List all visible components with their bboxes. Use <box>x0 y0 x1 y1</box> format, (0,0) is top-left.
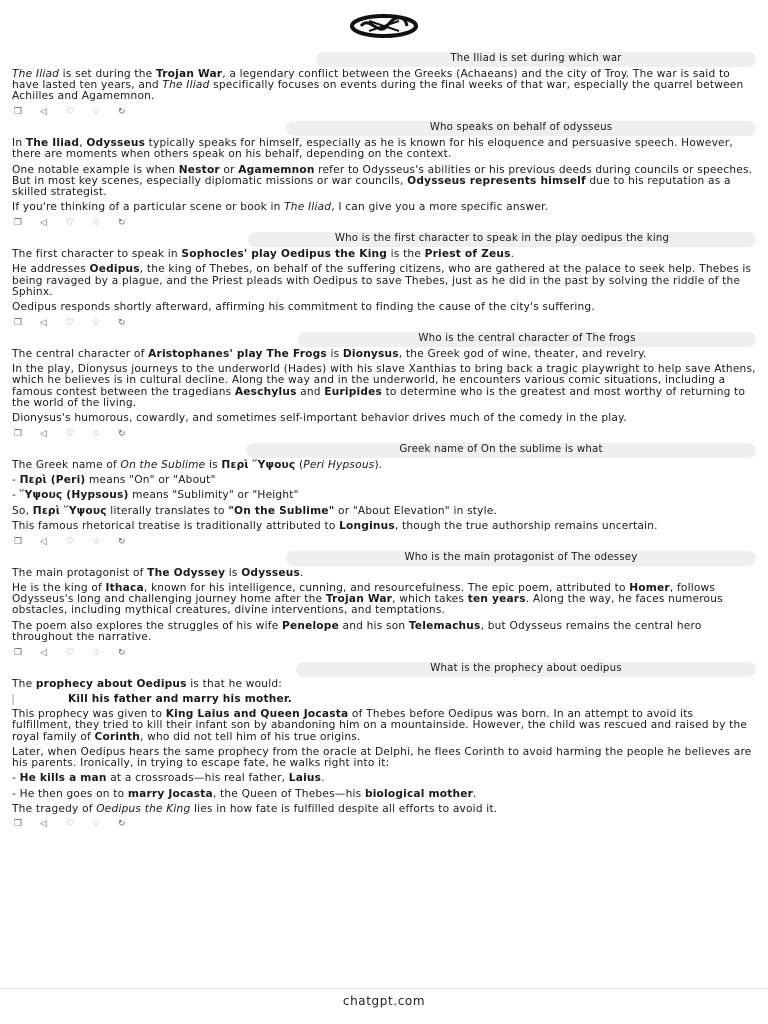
text-run: ). <box>374 459 383 472</box>
speaker-icon[interactable]: ◁ <box>40 428 48 439</box>
user-message <box>12 121 756 136</box>
text-run: The main protagonist of <box>12 566 148 579</box>
text-run: So, <box>12 504 33 517</box>
text-run: is <box>205 459 222 472</box>
text-run: prophecy about Oedipus <box>35 677 187 690</box>
assistant-message <box>12 460 756 532</box>
text-run: He kills a man <box>19 772 107 785</box>
regenerate-icon[interactable]: ↻ <box>118 819 126 830</box>
text-run: Odysseus <box>86 137 146 150</box>
text-run: Περὶ (Peri) <box>19 474 86 487</box>
assistant-paragraph <box>12 249 756 260</box>
assistant-message <box>12 349 756 424</box>
text-run: is set during the <box>59 67 156 80</box>
message-actions <box>14 317 756 328</box>
thumbs-down-icon[interactable]: ♢ <box>92 647 101 658</box>
text-run: If you're thinking of a particular scene or book in <box>12 201 285 214</box>
text-run: Later, when Oedipus hears the same prophecy from the oracle at Delphi, he flees Corinth to avoid harming the people he believes are his parents. Ironically, in trying to escape fate, he walks right into it: <box>12 745 752 770</box>
text-run: , I can give you a more specific answer. <box>331 201 549 214</box>
assistant-paragraph <box>12 349 756 360</box>
assistant-paragraph <box>12 138 756 160</box>
text-run: Peri Hypsous <box>303 459 375 472</box>
text-run: , but Odysseus remains the central hero throughout the narrative. <box>12 619 702 643</box>
text-run: ten years <box>467 593 526 606</box>
text-run: King Laius and Queen Jocasta <box>165 708 349 721</box>
copy-icon[interactable]: ❐ <box>14 217 23 228</box>
text-run: The Greek name of <box>12 459 121 472</box>
text-run: , which takes <box>392 593 468 606</box>
thumbs-up-icon[interactable]: ♡ <box>66 819 75 830</box>
text-run: of Thebes before Oedipus was born. In an attempt to avoid its fulfillment, they tried to kill their infant son by abandoning him on a mountainside. However, the child was rescued and raised by the royal family of <box>12 708 748 743</box>
text-run: is <box>225 566 242 579</box>
text-run: Oedipus responds shortly afterward, affirming his commitment to finding the cause of the city's suffering. <box>12 301 595 314</box>
text-run: The poem also explores the struggles of his wife <box>12 619 282 632</box>
chatgpt-logo <box>0 8 768 44</box>
text-run: ( <box>295 459 304 472</box>
assistant-paragraph <box>12 165 756 199</box>
text-run: Odysseus represents himself <box>407 174 586 187</box>
text-run: This prophecy was given to <box>12 708 166 721</box>
text-run: , the king of Thebes, on behalf of the suffering citizens, who are gathered at the palace to seek help. Thebes is being ravaged by a plague, and the Priest pleads with Oedipus to save Thebes, just as he did in the past by solving the riddle of the Sphinx. <box>12 263 752 298</box>
assistant-paragraph <box>12 694 756 705</box>
text-run: In the play, Dionysus journeys to the underworld (Hades) with his slave Xanthias to bring back a tragic playwright to help save Athens, which he believes is in cultural decline. Along the way and in the underworld, he encounters various comic situations, including a famous contest between the tragedians <box>12 363 756 398</box>
assistant-paragraph <box>12 69 756 103</box>
assistant-message <box>12 249 756 313</box>
text-run: Περὶ Ὕψους <box>32 504 107 517</box>
text-run: , <box>79 137 87 150</box>
text-run: and <box>296 385 325 398</box>
message-actions <box>14 819 756 830</box>
user-message <box>12 52 756 67</box>
footer-domain: chatgpt.com <box>342 994 426 1008</box>
text-run: Oedipus <box>89 263 140 276</box>
text-run: - <box>12 489 20 502</box>
text-run: On the Sublime <box>120 459 206 472</box>
text-run: The central character of <box>12 348 149 361</box>
text-run: . <box>510 248 515 261</box>
assistant-message <box>12 69 756 103</box>
text-run: is <box>326 348 343 361</box>
text-run: - <box>12 474 20 487</box>
assistant-paragraph <box>12 709 756 743</box>
text-run: He addresses <box>12 263 90 276</box>
text-run: typically speaks for himself, especially as he is known for his eloquence and persuasive speech. However, there are moments when others speak on his behalf, depending on the context. <box>12 137 733 161</box>
text-run: Priest of Zeus <box>424 248 511 261</box>
text-run: Oedipus the King <box>96 802 191 815</box>
user-message-bubble: Who is the first character to speak in the play oedipus the king <box>248 232 756 247</box>
text-run: Περὶ Ὕψους <box>221 459 296 472</box>
text-run: The Iliad <box>12 67 60 80</box>
text-run: means "Sublimity" or "Height" <box>128 489 299 502</box>
text-run: Kill his father and marry his mother. <box>68 693 293 706</box>
text-run: The Iliad <box>162 79 210 91</box>
user-message-bubble: Who speaks on behalf of odysseus <box>286 121 756 136</box>
text-run: Laius <box>288 772 322 785</box>
text-run: Telemachus <box>408 619 481 632</box>
user-message-bubble: Who is the central character of The frogs <box>298 332 756 347</box>
text-run: Trojan War <box>325 593 393 606</box>
user-message-bubble: What is the prophecy about oedipus <box>296 662 756 677</box>
message-actions <box>14 536 756 547</box>
user-message <box>12 662 756 677</box>
text-run: The Odyssey <box>147 566 226 579</box>
text-run: Homer <box>629 582 670 595</box>
text-run: Dionysus <box>342 348 399 361</box>
text-run: Longinus <box>339 519 395 532</box>
text-run: This famous rhetorical treatise is traditionally attributed to <box>12 519 340 532</box>
text-run: Nestor <box>178 163 220 176</box>
thumbs-down-icon[interactable]: ♢ <box>92 217 101 228</box>
text-run: - <box>12 772 20 785</box>
text-run: , the Greek god of wine, theater, and revelry. <box>398 348 647 361</box>
copy-icon[interactable]: ❐ <box>14 106 23 117</box>
text-run: Ithaca <box>105 582 144 595</box>
assistant-message <box>12 679 756 815</box>
text-run: or <box>219 163 239 176</box>
text-run: Dionysus's humorous, cowardly, and sometimes self-important behavior drives much of the comedy in the play. <box>12 412 627 425</box>
text-run: . Along the way, he faces numerous obstacles, including mythical creatures, divine interventions, and temptations. <box>12 593 723 617</box>
assistant-paragraph <box>12 460 756 471</box>
text-run: . <box>473 787 477 800</box>
text-run: He is the king of <box>12 582 106 595</box>
text-run: Odysseus <box>241 566 300 579</box>
assistant-paragraph <box>12 747 756 769</box>
text-run: - He then goes on to <box>12 787 128 800</box>
text-run: Euripides <box>324 385 382 398</box>
text-run: The Iliad <box>25 137 80 150</box>
text-run: , known for his intelligence, cunning, and resourcefulness. The epic poem, attributed to <box>143 582 630 595</box>
text-run: Aeschylus <box>234 385 297 398</box>
thumbs-down-icon[interactable]: ♢ <box>92 536 101 547</box>
text-run: literally translates to <box>106 504 229 517</box>
text-run: , though the true authorship remains uncertain. <box>394 519 658 532</box>
regenerate-icon[interactable]: ↻ <box>118 317 126 328</box>
text-run: is that he would: <box>186 677 283 690</box>
text-run: specifically focuses on events during the final weeks of that war, especially the quarrel between Achilles and Agamemnon. <box>12 79 744 103</box>
assistant-paragraph <box>12 583 756 617</box>
text-run: refer to Odysseus's abilities or his previous deeds during councils or speeches. But in most key scenes, especially diplomatic missions or war councils, <box>12 163 753 187</box>
text-run: , a legendary conflict between the Greeks (Achaeans) and the city of Troy. The war is said to have lasted ten years, and <box>12 67 730 91</box>
thumbs-up-icon[interactable]: ♡ <box>66 428 75 439</box>
copy-icon[interactable]: ❐ <box>14 428 23 439</box>
regenerate-icon[interactable]: ↻ <box>118 536 126 547</box>
thumbs-down-icon[interactable]: ♢ <box>92 428 101 439</box>
text-run: . <box>299 566 304 579</box>
assistant-message <box>12 568 756 643</box>
text-run: The <box>12 677 36 690</box>
assistant-paragraph <box>12 264 756 298</box>
copy-icon[interactable]: ❐ <box>14 647 23 658</box>
speaker-icon[interactable]: ◁ <box>40 647 48 658</box>
regenerate-icon[interactable]: ↻ <box>118 647 126 658</box>
assistant-paragraph <box>12 789 756 800</box>
assistant-paragraph <box>12 679 756 690</box>
regenerate-icon[interactable]: ↻ <box>118 106 126 117</box>
message-actions <box>14 428 756 439</box>
user-message-bubble: Greek name of On the sublime is what <box>246 443 756 458</box>
text-run: or "About Elevation" in style. <box>334 504 498 517</box>
copy-icon[interactable]: ❐ <box>14 819 23 830</box>
text-run: biological mother <box>364 787 474 800</box>
text-run: Corinth <box>94 730 140 743</box>
thumbs-up-icon[interactable]: ♡ <box>66 217 75 228</box>
text-run: to determine who is the greatest and most worthy of returning to the world of the living. <box>12 385 746 409</box>
text-run: One notable example is when <box>12 163 179 176</box>
assistant-paragraph <box>12 568 756 579</box>
text-run: and his son <box>338 619 409 632</box>
conversation <box>12 48 756 833</box>
message-actions <box>14 647 756 658</box>
assistant-paragraph <box>12 302 756 313</box>
user-message-bubble: Who is the main protagonist of The odessey <box>286 551 756 566</box>
regenerate-icon[interactable]: ↻ <box>118 428 126 439</box>
text-run: Ὕψους (Hypsous) <box>19 489 129 502</box>
assistant-paragraph <box>12 202 756 213</box>
text-run: at a crossroads—his real father, <box>106 772 289 785</box>
chatgpt-logo-icon <box>349 13 419 39</box>
message-actions <box>14 106 756 117</box>
user-message <box>12 232 756 247</box>
thumbs-up-icon[interactable]: ♡ <box>66 317 75 328</box>
thumbs-down-icon[interactable]: ♢ <box>92 106 101 117</box>
speaker-icon[interactable]: ◁ <box>40 317 48 328</box>
speaker-icon[interactable]: ◁ <box>40 819 48 830</box>
text-run: . <box>321 772 325 785</box>
text-run: The first character to speak in <box>12 248 182 261</box>
text-run: Agamemnon <box>238 163 315 176</box>
speaker-icon[interactable]: ◁ <box>40 536 48 547</box>
text-run: The tragedy of <box>12 802 97 815</box>
thumbs-up-icon[interactable]: ♡ <box>66 106 75 117</box>
text-run: Penelope <box>282 619 339 632</box>
user-message <box>12 443 756 458</box>
thumbs-down-icon[interactable]: ♢ <box>92 317 101 328</box>
assistant-paragraph <box>12 521 756 532</box>
text-run: means "On" or "About" <box>85 474 216 487</box>
text-run: marry Jocasta <box>127 787 213 800</box>
copy-icon[interactable]: ❐ <box>14 317 23 328</box>
speaker-icon[interactable]: ◁ <box>40 106 48 117</box>
copy-icon[interactable]: ❐ <box>14 536 23 547</box>
assistant-paragraph <box>12 364 756 409</box>
assistant-paragraph <box>12 475 756 486</box>
text-run: is the <box>387 248 425 261</box>
text-run: Trojan War <box>155 67 223 80</box>
text-run: , the Queen of Thebes—his <box>212 787 365 800</box>
text-run: The Iliad <box>284 201 332 214</box>
message-actions <box>14 217 756 228</box>
text-run: , follows Odysseus's long and challenging journey home after the <box>12 582 716 606</box>
thumbs-down-icon[interactable]: ♢ <box>92 819 101 830</box>
footer-divider <box>0 988 768 989</box>
regenerate-icon[interactable]: ↻ <box>118 217 126 228</box>
user-message <box>12 551 756 566</box>
user-message-bubble: The Iliad is set during which war <box>316 52 756 67</box>
text-run: due to his reputation as a skilled strategist. <box>12 174 731 199</box>
thumbs-up-icon[interactable]: ♡ <box>66 647 75 658</box>
text-run: Aristophanes' play The Frogs <box>148 348 327 361</box>
text-run: In <box>12 137 26 150</box>
text-run: , who did not tell him of his true origins. <box>140 730 361 743</box>
user-message <box>12 332 756 347</box>
assistant-paragraph <box>12 804 756 815</box>
assistant-paragraph <box>12 621 756 643</box>
text-run: Sophocles' play Oedipus the King <box>181 248 388 261</box>
assistant-message <box>12 138 756 213</box>
assistant-paragraph <box>12 773 756 784</box>
text-run: "On the Sublime" <box>228 504 335 517</box>
assistant-paragraph <box>12 413 756 424</box>
thumbs-up-icon[interactable]: ♡ <box>66 536 75 547</box>
text-run: lies in how fate is fulfilled despite all efforts to avoid it. <box>190 802 498 815</box>
assistant-paragraph <box>12 490 756 501</box>
assistant-paragraph <box>12 506 756 517</box>
speaker-icon[interactable]: ◁ <box>40 217 48 228</box>
